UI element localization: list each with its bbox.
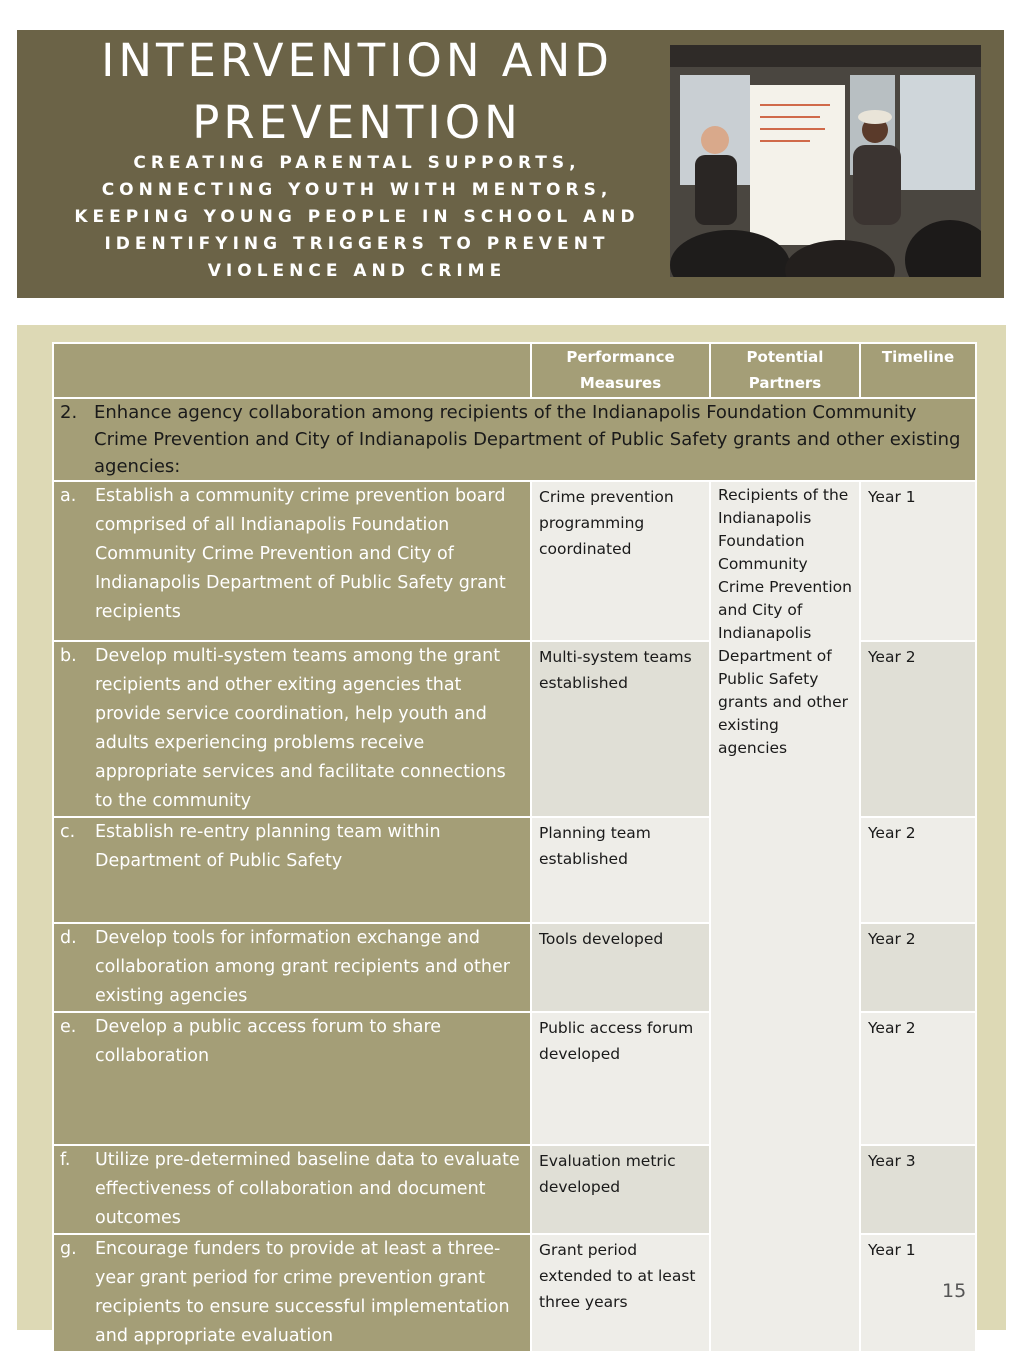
task-letter: g.	[60, 1239, 77, 1259]
measure-text: Public access forum developed	[539, 1019, 694, 1063]
goal-number: 2.	[60, 402, 78, 423]
page-title	[37, 30, 677, 154]
title-line-2: PREVENTION	[192, 96, 522, 149]
meeting-photo-illustration	[670, 45, 981, 277]
subtitle-line: CREATING PARENTAL SUPPORTS,	[133, 153, 581, 173]
measure-cell	[531, 481, 710, 641]
timeline-text: Year 3	[868, 1152, 916, 1170]
task-cell	[53, 923, 531, 1012]
timeline-cell	[860, 481, 976, 641]
task-letter: f.	[60, 1150, 71, 1170]
task-letter: a.	[60, 486, 77, 506]
timeline-text: Year 1	[868, 488, 916, 506]
measure-cell	[531, 1145, 710, 1234]
title-line-1: INTERVENTION AND	[101, 34, 613, 87]
page-number: 15	[942, 1280, 967, 1302]
page-subtitle	[57, 150, 657, 285]
timeline-text: Year 2	[868, 1019, 916, 1037]
partners-text: Recipients of the Indianapolis Foundation Community Crime Prevention and City of Indianapolis Department of Public Safety grants and other existing agencies	[718, 486, 852, 757]
goal-row	[53, 398, 976, 481]
header-banner	[17, 30, 1004, 298]
timeline-text: Year 2	[868, 648, 916, 666]
measure-cell	[531, 1012, 710, 1145]
measure-text: Multi-system teams established	[539, 648, 692, 692]
partners-cell	[710, 481, 860, 1352]
task-text: Establish re-entry planning team within Department of Public Safety	[95, 822, 441, 871]
meeting-photo	[670, 45, 981, 277]
task-letter: b.	[60, 646, 77, 666]
task-cell	[53, 1012, 531, 1145]
header-timeline: Timeline	[860, 343, 976, 398]
timeline-cell	[860, 1012, 976, 1145]
task-letter: c.	[60, 822, 76, 842]
timeline-text: Year 1	[868, 1241, 916, 1259]
measure-cell	[531, 641, 710, 817]
subtitle-line: KEEPING YOUNG PEOPLE IN SCHOOL AND	[74, 207, 640, 227]
subtitle-line: CONNECTING YOUTH WITH MENTORS,	[101, 180, 613, 200]
task-text: Encourage funders to provide at least a three-year grant period for crime prevention grant recipients to ensure successful implementation and appropriate evaluation	[95, 1239, 510, 1346]
measure-cell	[531, 1234, 710, 1352]
timeline-cell	[860, 923, 976, 1012]
task-letter: d.	[60, 928, 77, 948]
task-cell	[53, 1145, 531, 1234]
header-potential-partners: Potential Partners	[710, 343, 860, 398]
goal-cell	[53, 398, 976, 481]
timeline-text: Year 2	[868, 824, 916, 842]
subtitle-line: VIOLENCE AND CRIME	[207, 261, 507, 281]
task-cell	[53, 1234, 531, 1352]
task-text: Develop a public access forum to share collaboration	[95, 1017, 442, 1066]
task-letter: e.	[60, 1017, 77, 1037]
table-row	[53, 481, 976, 641]
timeline-cell	[860, 641, 976, 817]
goal-text: Enhance agency collaboration among recipients of the Indianapolis Foundation Community Crime Prevention and City of Indianapolis Department of Public Safety grants and other existing agencies:	[94, 402, 961, 477]
header-empty-cell	[53, 343, 531, 398]
task-cell	[53, 817, 531, 923]
task-text: Utilize pre-determined baseline data to evaluate effectiveness of collaboration and document outcomes	[95, 1150, 520, 1228]
table-header-row	[53, 343, 976, 398]
task-cell	[53, 641, 531, 817]
task-text: Develop tools for information exchange and collaboration among grant recipients and other existing agencies	[95, 928, 510, 1006]
measure-text: Grant period extended to at least three years	[539, 1241, 696, 1311]
task-text: Develop multi-system teams among the grant recipients and other exiting agencies that provide service coordination, help youth and adults experiencing problems receive appropriate services and facilitate connections to the community	[95, 646, 506, 811]
timeline-cell	[860, 817, 976, 923]
task-cell	[53, 481, 531, 641]
measure-text: Crime prevention programming coordinated	[539, 488, 674, 558]
header-performance-measures: Performance Measures	[531, 343, 710, 398]
measure-text: Evaluation metric developed	[539, 1152, 676, 1196]
measure-cell	[531, 817, 710, 923]
measure-text: Tools developed	[539, 930, 664, 948]
timeline-text: Year 2	[868, 930, 916, 948]
action-plan-table	[52, 342, 977, 1353]
measure-cell	[531, 923, 710, 1012]
measure-text: Planning team established	[539, 824, 651, 868]
timeline-cell	[860, 1145, 976, 1234]
task-text: Establish a community crime prevention board comprised of all Indianapolis Foundation Community Crime Prevention and City of Indianapolis Department of Public Safety grant recipients	[95, 486, 506, 622]
subtitle-line: IDENTIFYING TRIGGERS TO PREVENT	[104, 234, 610, 254]
